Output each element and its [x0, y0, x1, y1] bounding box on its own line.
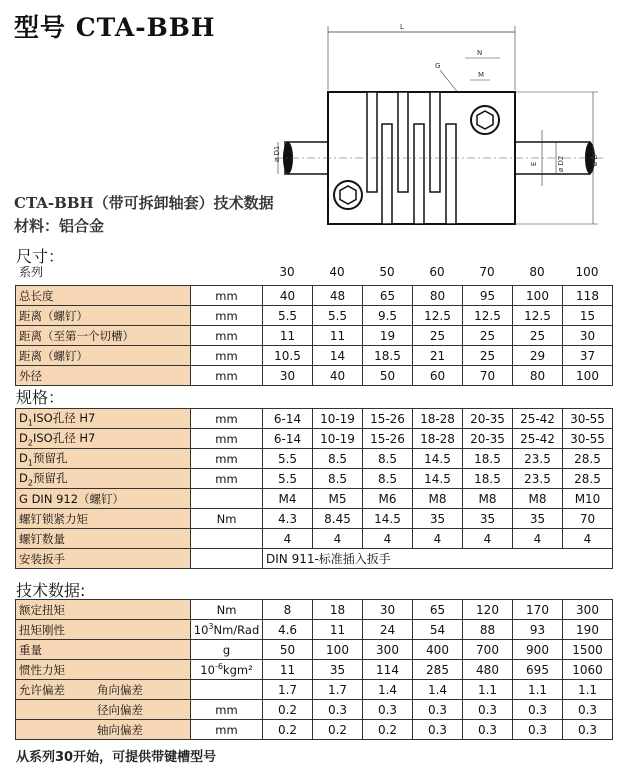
- label-E: E: [530, 161, 538, 166]
- label-D: ø D: [591, 154, 599, 166]
- series-value: 100: [575, 265, 599, 279]
- cell-value: 6-14: [263, 429, 313, 449]
- cell-value: 4: [413, 529, 463, 549]
- cell-value: 100: [313, 640, 363, 660]
- row-label: 重量: [16, 640, 191, 660]
- row-label: 距离（螺钉）: [16, 346, 191, 366]
- cell-value: 5.5: [263, 469, 313, 489]
- cell-value: 300: [563, 600, 613, 620]
- cell-value: 80: [413, 286, 463, 306]
- cell-value: 20-35: [463, 429, 513, 449]
- table-row: [16, 409, 613, 429]
- label-M: M: [478, 71, 485, 79]
- row-label: [16, 680, 191, 700]
- misalign-type-label: 角向偏差: [97, 682, 143, 697]
- cell-value: 190: [563, 620, 613, 640]
- unit-exponent: 3: [208, 622, 214, 632]
- cell-value: 70: [563, 509, 613, 529]
- label-subscript: 2: [27, 438, 33, 448]
- cell-value: 10-19: [313, 409, 363, 429]
- row-label: 安装扳手: [16, 549, 191, 569]
- cell-value: 4: [363, 529, 413, 549]
- cell-value: 1.1: [513, 680, 563, 700]
- wrench-value: DIN 911-标准插入扳手: [263, 549, 613, 569]
- table-row: [16, 600, 613, 620]
- cell-value: 65: [413, 600, 463, 620]
- cell-value: 10-19: [313, 429, 363, 449]
- row-unit: [191, 549, 263, 569]
- table-row: [16, 469, 613, 489]
- row-unit: mm: [191, 449, 263, 469]
- table-row: [16, 549, 613, 569]
- footnote: 从系列30开始，可提供带键槽型号: [16, 750, 217, 765]
- page-title: 型号 CTA-BBH: [14, 13, 216, 42]
- cell-value: 40: [263, 286, 313, 306]
- series-value: 40: [329, 265, 345, 279]
- cell-value: 65: [363, 286, 413, 306]
- material: 材料：铝合金: [14, 217, 105, 235]
- row-label: 惯性力矩: [16, 660, 191, 680]
- label-main: 螺钉锁紧力矩: [19, 511, 88, 526]
- table-row: [16, 640, 613, 660]
- row-unit: mm: [191, 429, 263, 449]
- cell-value: M5: [313, 489, 363, 509]
- cell-value: M4: [263, 489, 313, 509]
- cell-value: 0.2: [263, 700, 313, 720]
- cell-value: 4: [513, 529, 563, 549]
- cell-value: 35: [463, 509, 513, 529]
- cell-value: 900: [513, 640, 563, 660]
- section-dimensions: 尺寸：: [16, 247, 65, 266]
- cell-value: 25: [413, 326, 463, 346]
- cell-value: 0.2: [363, 720, 413, 740]
- misalign-type-label: 径向偏差: [97, 702, 143, 717]
- row-unit: [191, 660, 263, 680]
- cell-value: 80: [513, 366, 563, 386]
- row-label: [16, 469, 191, 489]
- label-suffix: 预留孔: [32, 470, 68, 485]
- cell-value: 18.5: [463, 469, 513, 489]
- row-label: [16, 509, 191, 529]
- cell-value: 4.6: [263, 620, 313, 640]
- series-value: 70: [479, 265, 495, 279]
- cell-value: 8.5: [363, 469, 413, 489]
- cell-value: 25-42: [513, 409, 563, 429]
- row-unit: [191, 489, 263, 509]
- label-main: 螺钉数量: [19, 531, 65, 546]
- label-main: G DIN 912（螺钉）: [19, 491, 125, 506]
- row-label: [16, 449, 191, 469]
- cell-value: 18-28: [413, 429, 463, 449]
- cell-value: 100: [513, 286, 563, 306]
- cell-value: 30-55: [563, 409, 613, 429]
- cell-value: 0.3: [313, 700, 363, 720]
- cell-value: 0.2: [313, 720, 363, 740]
- row-label: [16, 429, 191, 449]
- cell-value: 50: [363, 366, 413, 386]
- cell-value: 8.45: [313, 509, 363, 529]
- series-value: 50: [379, 265, 395, 279]
- cell-value: 18-28: [413, 409, 463, 429]
- cell-value: 24: [363, 620, 413, 640]
- cell-value: 170: [513, 600, 563, 620]
- cell-value: 30-55: [563, 429, 613, 449]
- row-unit: mm: [191, 700, 263, 720]
- unit-suffix: Nm/Rad: [213, 622, 260, 637]
- cell-value: 8.5: [313, 449, 363, 469]
- row-label: 外径: [16, 366, 191, 386]
- cell-value: 25: [513, 326, 563, 346]
- row-unit: [191, 680, 263, 700]
- cell-value: 118: [563, 286, 613, 306]
- subtitle: CTA-BBH（带可拆卸轴套）技术数据: [14, 194, 274, 212]
- cell-value: 12.5: [413, 306, 463, 326]
- cell-value: 0.2: [263, 720, 313, 740]
- row-label: 总长度: [16, 286, 191, 306]
- label-D2: ø D2: [557, 155, 565, 172]
- row-label: [16, 489, 191, 509]
- cell-value: 1.4: [363, 680, 413, 700]
- cell-value: 12.5: [463, 306, 513, 326]
- cell-value: 18: [313, 600, 363, 620]
- cell-value: 5.5: [263, 449, 313, 469]
- cell-value: 480: [463, 660, 513, 680]
- label-L: L: [400, 23, 404, 31]
- section-specs: 规格：: [16, 388, 65, 407]
- cell-value: 300: [363, 640, 413, 660]
- row-unit: mm: [191, 469, 263, 489]
- row-label: 额定扭矩: [16, 600, 191, 620]
- cell-value: 5.5: [313, 306, 363, 326]
- cell-value: 114: [363, 660, 413, 680]
- cell-value: 60: [413, 366, 463, 386]
- cell-value: 120: [463, 600, 513, 620]
- unit-suffix: kgm²: [222, 662, 253, 677]
- cell-value: 0.3: [413, 720, 463, 740]
- row-unit: mm: [191, 409, 263, 429]
- cell-value: 0.3: [563, 720, 613, 740]
- row-unit: [191, 529, 263, 549]
- cell-value: 1500: [563, 640, 613, 660]
- label-suffix: 预留孔: [32, 450, 68, 465]
- cell-value: 50: [263, 640, 313, 660]
- cell-value: 29: [513, 346, 563, 366]
- cell-value: 54: [413, 620, 463, 640]
- cell-value: 285: [413, 660, 463, 680]
- cell-value: 695: [513, 660, 563, 680]
- row-unit: [191, 640, 263, 660]
- row-label: [16, 720, 191, 740]
- cell-value: 37: [563, 346, 613, 366]
- row-label: [16, 700, 191, 720]
- cell-value: 11: [313, 326, 363, 346]
- cell-value: M8: [463, 489, 513, 509]
- cell-value: 14.5: [413, 469, 463, 489]
- cell-value: 20-35: [463, 409, 513, 429]
- table-row: [16, 449, 613, 469]
- label-suffix: ISO孔径 H7: [32, 410, 96, 425]
- table-row: [16, 286, 613, 306]
- label-N: N: [477, 49, 483, 57]
- cell-value: 18.5: [363, 346, 413, 366]
- table-row: [16, 660, 613, 680]
- cell-value: 23.5: [513, 449, 563, 469]
- cell-value: 23.5: [513, 469, 563, 489]
- row-unit: Nm: [191, 509, 263, 529]
- cell-value: 8.5: [363, 449, 413, 469]
- cell-value: 28.5: [563, 469, 613, 489]
- table-row: [16, 306, 613, 326]
- cell-value: 25: [463, 346, 513, 366]
- cell-value: 8.5: [313, 469, 363, 489]
- tech-table: [15, 599, 613, 740]
- cell-value: 30: [563, 326, 613, 346]
- series-label: 系列: [19, 265, 44, 279]
- unit-main: 10: [200, 662, 215, 677]
- cell-value: 14.5: [413, 449, 463, 469]
- row-label: 扭矩刚性: [16, 620, 191, 640]
- cell-value: 1.1: [463, 680, 513, 700]
- cell-value: 14: [313, 346, 363, 366]
- table-row: [16, 620, 613, 640]
- dimensions-table: [15, 285, 613, 386]
- cell-value: 9.5: [363, 306, 413, 326]
- table-row: [16, 326, 613, 346]
- cell-value: M10: [563, 489, 613, 509]
- row-unit: mm: [191, 326, 263, 346]
- cell-value: 40: [313, 366, 363, 386]
- cell-value: 25: [463, 326, 513, 346]
- cell-value: M8: [413, 489, 463, 509]
- cell-value: 5.5: [263, 306, 313, 326]
- cell-value: 11: [263, 326, 313, 346]
- row-label: [16, 529, 191, 549]
- misalign-group-label: 允许偏差: [19, 682, 65, 697]
- cell-value: 8: [263, 600, 313, 620]
- specs-table: [15, 408, 613, 569]
- series-value: 30: [279, 265, 295, 279]
- cell-value: 35: [413, 509, 463, 529]
- label-suffix: ISO孔径 H7: [32, 430, 96, 445]
- coupling-drawing: [270, 20, 615, 235]
- cell-value: M6: [363, 489, 413, 509]
- cell-value: 4: [563, 529, 613, 549]
- cell-value: 10.5: [263, 346, 313, 366]
- cell-value: 70: [463, 366, 513, 386]
- unit-main: g: [222, 642, 231, 657]
- label-G: G: [435, 62, 441, 70]
- cell-value: 93: [513, 620, 563, 640]
- cell-value: 11: [263, 660, 313, 680]
- cell-value: 25-42: [513, 429, 563, 449]
- table-row: [16, 700, 613, 720]
- label-main: D: [19, 470, 28, 485]
- cell-value: 11: [313, 620, 363, 640]
- table-row: [16, 489, 613, 509]
- label-subscript: 2: [27, 478, 33, 488]
- cell-value: 35: [313, 660, 363, 680]
- row-unit: mm: [191, 346, 263, 366]
- cell-value: 15: [563, 306, 613, 326]
- unit-main: 10: [193, 622, 209, 637]
- cell-value: 15-26: [363, 409, 413, 429]
- cell-value: 0.3: [413, 700, 463, 720]
- cell-value: 95: [463, 286, 513, 306]
- label-subscript: 1: [27, 458, 33, 468]
- cell-value: 1.7: [313, 680, 363, 700]
- cell-value: 88: [463, 620, 513, 640]
- cell-value: 4: [313, 529, 363, 549]
- cell-value: 30: [263, 366, 313, 386]
- cell-value: 0.3: [463, 720, 513, 740]
- table-row: [16, 720, 613, 740]
- cell-value: 18.5: [463, 449, 513, 469]
- row-unit: mm: [191, 306, 263, 326]
- label-D1: ø D1: [273, 145, 281, 162]
- cell-value: 30: [363, 600, 413, 620]
- label-main: D: [19, 450, 28, 465]
- cell-value: M8: [513, 489, 563, 509]
- cell-value: 1.4: [413, 680, 463, 700]
- cell-value: 4: [263, 529, 313, 549]
- cell-value: 0.3: [463, 700, 513, 720]
- cell-value: 28.5: [563, 449, 613, 469]
- table-row: [16, 366, 613, 386]
- cell-value: 0.3: [563, 700, 613, 720]
- table-row: [16, 509, 613, 529]
- row-label: [16, 409, 191, 429]
- row-unit: [191, 620, 263, 640]
- unit-main: Nm: [216, 602, 237, 617]
- row-unit: mm: [191, 366, 263, 386]
- cell-value: 35: [513, 509, 563, 529]
- table-row: [16, 346, 613, 366]
- cell-value: 12.5: [513, 306, 563, 326]
- cell-value: 100: [563, 366, 613, 386]
- row-unit: mm: [191, 286, 263, 306]
- row-label: 距离（螺钉）: [16, 306, 191, 326]
- cell-value: 4: [463, 529, 513, 549]
- label-main: D: [19, 430, 28, 445]
- series-value: 80: [529, 265, 545, 279]
- unit-exponent: -6: [214, 662, 223, 672]
- cell-value: 4.3: [263, 509, 313, 529]
- table-row: [16, 680, 613, 700]
- label-subscript: 1: [27, 418, 33, 428]
- cell-value: 21: [413, 346, 463, 366]
- cell-value: 0.3: [363, 700, 413, 720]
- series-value: 60: [429, 265, 445, 279]
- cell-value: 0.3: [513, 700, 563, 720]
- row-unit: mm: [191, 720, 263, 740]
- table-row: [16, 529, 613, 549]
- row-label: 距离（至第一个切槽）: [16, 326, 191, 346]
- cell-value: 15-26: [363, 429, 413, 449]
- cell-value: 6-14: [263, 409, 313, 429]
- cell-value: 19: [363, 326, 413, 346]
- row-unit: [191, 600, 263, 620]
- cell-value: 1.7: [263, 680, 313, 700]
- misalign-type-label: 轴向偏差: [97, 722, 143, 737]
- label-main: D: [19, 410, 28, 425]
- cell-value: 0.3: [513, 720, 563, 740]
- cell-value: 14.5: [363, 509, 413, 529]
- cell-value: 1060: [563, 660, 613, 680]
- section-tech: 技术数据:: [16, 581, 86, 600]
- cell-value: 1.1: [563, 680, 613, 700]
- cell-value: 700: [463, 640, 513, 660]
- table-row: [16, 429, 613, 449]
- cell-value: 400: [413, 640, 463, 660]
- cell-value: 48: [313, 286, 363, 306]
